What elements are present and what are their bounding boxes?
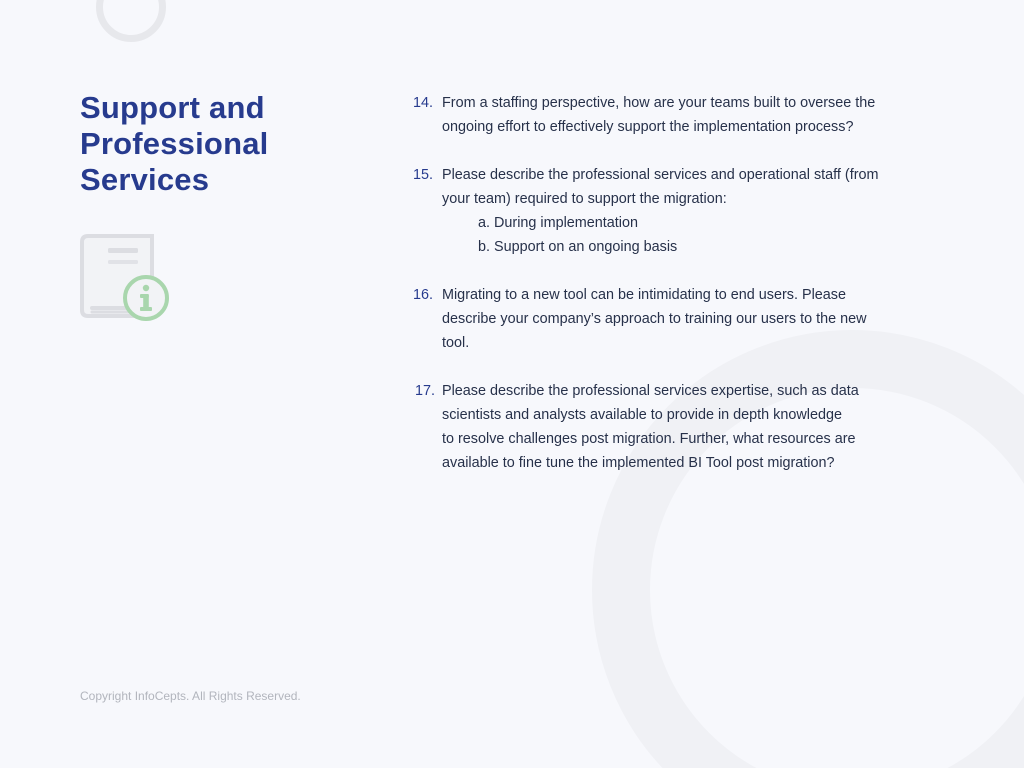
question-list (411, 91, 931, 499)
question-number: 14. (413, 95, 434, 111)
question-number: 16. (413, 287, 434, 303)
question-item (411, 379, 931, 475)
question-line: ongoing effort to effectively support the implementation process? (442, 119, 854, 135)
info-icon (125, 277, 167, 319)
question-line: your team) required to support the migration: (442, 191, 727, 207)
copyright-text: Copyright InfoCepts. All Rights Reserved. (80, 689, 301, 703)
question-number: 15. (413, 167, 434, 183)
question-line: Migrating to a new tool can be intimidating to end users. Please (442, 287, 846, 303)
page-title (80, 90, 370, 198)
question-item (411, 283, 931, 355)
question-line: scientists and analysts available to provide in depth knowledge (442, 407, 842, 423)
question-number: 17. (415, 383, 436, 399)
book-icon (80, 232, 172, 324)
question-line: Please describe the professional services and operational staff (from (442, 167, 879, 183)
page-title-line: Services (80, 162, 210, 197)
question-line: tool. (442, 335, 470, 351)
page-title-line: Support and (80, 90, 265, 125)
question-line: Please describe the professional services expertise, such as data (442, 383, 859, 399)
decorative-top-ring (96, 0, 166, 42)
question-line: to resolve challenges post migration. Further, what resources are (442, 431, 856, 447)
question-item (411, 163, 931, 259)
page-title-line: Professional (80, 126, 269, 161)
question-subitem: a. During implementation (478, 215, 638, 231)
question-item (411, 91, 931, 139)
question-line: available to fine tune the implemented BI Tool post migration? (442, 455, 835, 471)
question-line: describe your company’s approach to training our users to the new (442, 311, 867, 327)
question-line: From a staffing perspective, how are your teams built to oversee the (442, 95, 876, 111)
question-subitem: b. Support on an ongoing basis (478, 239, 678, 255)
